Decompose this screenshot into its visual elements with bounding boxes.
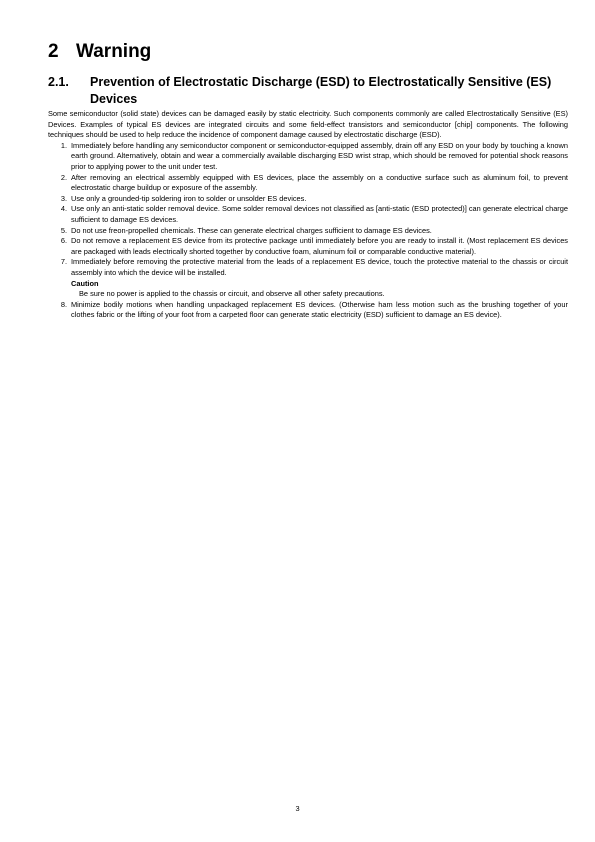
list-item: 6. Do not remove a replacement ES device from its protective package until immediately before you are ready to install it. (Most replacement ES devices are packaged with leads electrically shorted together by conductive foam, aluminum foil or comparable conductive material). [60,236,568,256]
esd-steps-list-continued [48,300,568,321]
chapter-number: 2 [48,41,59,62]
list-item: 7. Immediately before removing the protective material from the leads of a replacement ES device, touch the protective material to the chassis or circuit assembly into which the device will be installed. [60,257,568,277]
list-item: 1. Immediately before handling any semiconductor component or semiconductor-equipped assembly, drain off any ESD on your body by touching a known earth ground. Alternatively, obtain and wear a commercially available discharging ESD wrist strap, which should be removed for potential shock reasons prior to applying power to the unit under test. [60,140,568,171]
list-item: 4. Use only an anti-static solder removal device. Some solder removal devices not classified as [anti-static (ESD protected)] can generate electrical charge sufficient to damage ES devices. [60,204,568,224]
list-item: 8. Minimize bodily motions when handling unpackaged replacement ES devices. (Otherwise ham less motion such as the brushing together of your clothes fabric or the lifting of your foot from a carpeted floor can generate static electricity (ESD) sufficient to damage an ES device). [60,299,568,320]
section-number: 2.1. [48,75,69,89]
list-item: 5. Do not use freon-propelled chemicals. These can generate electrical charges sufficient to damage ES devices. [60,225,432,235]
intro-paragraph: Some semiconductor (solid state) devices can be damaged easily by static electricity. Such components commonly are called Electrostatically Sensitive (ES) Devices. Examples of typical ES devices are integrated circuits and some field-effect transistors and semiconductor [chip] components. The following techniques should be used to help reduce the incidence of component damage caused by electrostatic discharge (ESD). [48,109,568,140]
caution-text: Be sure no power is applied to the chassis or circuit, and observe all other safety precautions. [79,289,385,299]
chapter-title-text: Warning [76,41,152,62]
page-content [48,40,568,321]
caution-heading: Caution [71,278,99,288]
list-item: 2. After removing an electrical assembly equipped with ES devices, place the assembly on a conductive surface such as aluminum foil, to prevent electrostatic charge buildup or exposure of the assembly. [60,172,568,193]
chapter-title [48,40,568,64]
list-item: 3. Use only a grounded-tip soldering iron to solder or unsolder ES devices. [60,193,307,203]
esd-steps-list [48,141,568,279]
page-number: 3 [295,804,300,813]
caution-note [48,279,568,300]
section-title [48,74,568,108]
section-title-text: Prevention of Electrostatic Discharge (ESD) to Electrostatically Sensitive (ES) Devices [90,75,552,106]
